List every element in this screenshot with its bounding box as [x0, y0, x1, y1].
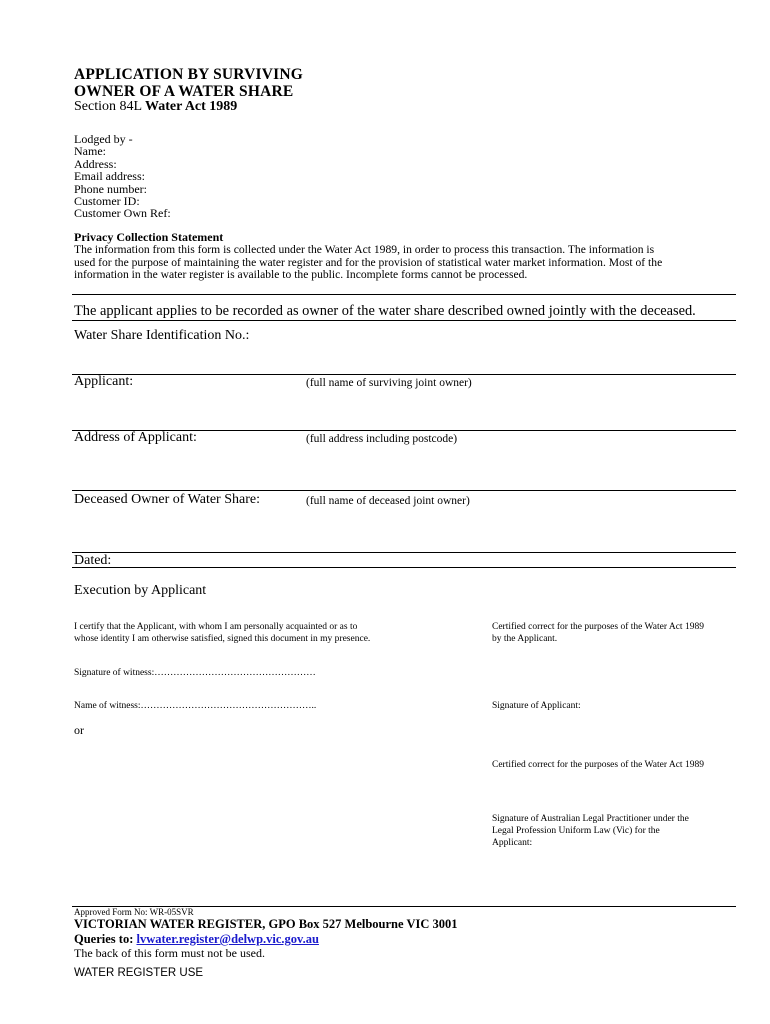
- queries-line: [74, 932, 319, 947]
- lodged-phone-field[interactable]: Phone number:: [74, 181, 147, 196]
- privacy-line: The information from this form is collected under the Water Act 1989, in order to process this transaction. The information is: [74, 243, 655, 256]
- certify-line: whose identity I am otherwise satisfied, signed this document in my presence.: [74, 634, 371, 644]
- execution-heading: Execution by Applicant: [74, 583, 207, 598]
- lodged-by-block: [74, 133, 171, 220]
- form-title-line2: OWNER OF A WATER SHARE: [74, 83, 294, 100]
- name-of-witness-field[interactable]: Name of witness:………………………………………………..: [74, 701, 317, 711]
- deceased-owner-hint: (full name of deceased joint owner): [306, 495, 470, 507]
- lodged-customer-ref-field[interactable]: Customer Own Ref:: [74, 206, 171, 221]
- legal-practitioner-signature-field[interactable]: [492, 813, 689, 849]
- water-register-use: WATER REGISTER USE: [74, 967, 204, 979]
- queries-email-link[interactable]: lvwater.register@delwp.vic.gov.au: [136, 932, 319, 946]
- practitioner-line: Legal Profession Uniform Law (Vic) for the: [492, 826, 660, 836]
- form-section: [74, 99, 237, 115]
- register-address: VICTORIAN WATER REGISTER, GPO Box 527 Melbourne VIC 3001: [74, 917, 458, 931]
- witness-certification: [74, 621, 370, 645]
- practitioner-line: Applicant:: [492, 838, 533, 848]
- address-field[interactable]: Address of Applicant:: [74, 430, 197, 445]
- lodged-customer-id-field[interactable]: Customer ID:: [74, 194, 140, 209]
- water-share-id-field[interactable]: Water Share Identification No.:: [74, 328, 250, 343]
- certified-correct-practitioner: Certified correct for the purposes of the Water Act 1989: [492, 760, 704, 770]
- privacy-heading: Privacy Collection Statement: [74, 230, 224, 244]
- section-act: Water Act 1989: [145, 99, 238, 114]
- dated-field[interactable]: Dated:: [74, 553, 112, 568]
- section-prefix: Section 84L: [74, 99, 146, 114]
- form-title-line1: APPLICATION BY SURVIVING: [74, 66, 304, 83]
- applicant-field[interactable]: Applicant:: [74, 374, 134, 389]
- privacy-line: information in the water register is available to the public. Incomplete forms cannot be processed.: [74, 268, 528, 282]
- signature-of-witness-field[interactable]: Signature of witness:……………………………………………: [74, 668, 316, 678]
- lodged-by-heading: Lodged by -: [74, 132, 133, 146]
- applicant-hint: (full name of surviving joint owner): [306, 377, 472, 389]
- privacy-line: used for the purpose of maintaining the water register and for the provision of statistical water market information. Most of the: [74, 255, 663, 269]
- divider: [72, 294, 736, 295]
- divider: [72, 490, 736, 491]
- lodged-address-field[interactable]: Address:: [74, 156, 117, 171]
- certified-line: Certified correct for the purposes of the Water Act 1989: [492, 622, 704, 632]
- lodged-name-field[interactable]: Name:: [74, 144, 106, 159]
- lodged-email-field[interactable]: Email address:: [74, 169, 145, 184]
- certified-correct-applicant: [492, 621, 704, 645]
- applicant-statement: The applicant applies to be recorded as owner of the water share described owned jointly with the deceased.: [74, 303, 696, 319]
- certify-line: I certify that the Applicant, with whom I am personally acquainted or as to: [74, 622, 358, 632]
- divider: [72, 567, 736, 568]
- divider: [72, 320, 736, 321]
- divider: [72, 552, 736, 553]
- or-label: or: [74, 723, 84, 737]
- practitioner-line: Signature of Australian Legal Practitioner under the: [492, 814, 689, 824]
- queries-label: Queries to:: [74, 932, 137, 946]
- signature-of-applicant-field[interactable]: Signature of Applicant:: [492, 701, 581, 711]
- address-hint: (full address including postcode): [306, 433, 458, 445]
- divider: [72, 374, 736, 375]
- privacy-text: [74, 244, 662, 282]
- certified-line: by the Applicant.: [492, 634, 558, 644]
- deceased-owner-field[interactable]: Deceased Owner of Water Share:: [74, 492, 260, 507]
- approved-form-number: Approved Form No: WR-05SVR: [74, 907, 194, 917]
- back-of-form-note: The back of this form must not be used.: [74, 946, 265, 960]
